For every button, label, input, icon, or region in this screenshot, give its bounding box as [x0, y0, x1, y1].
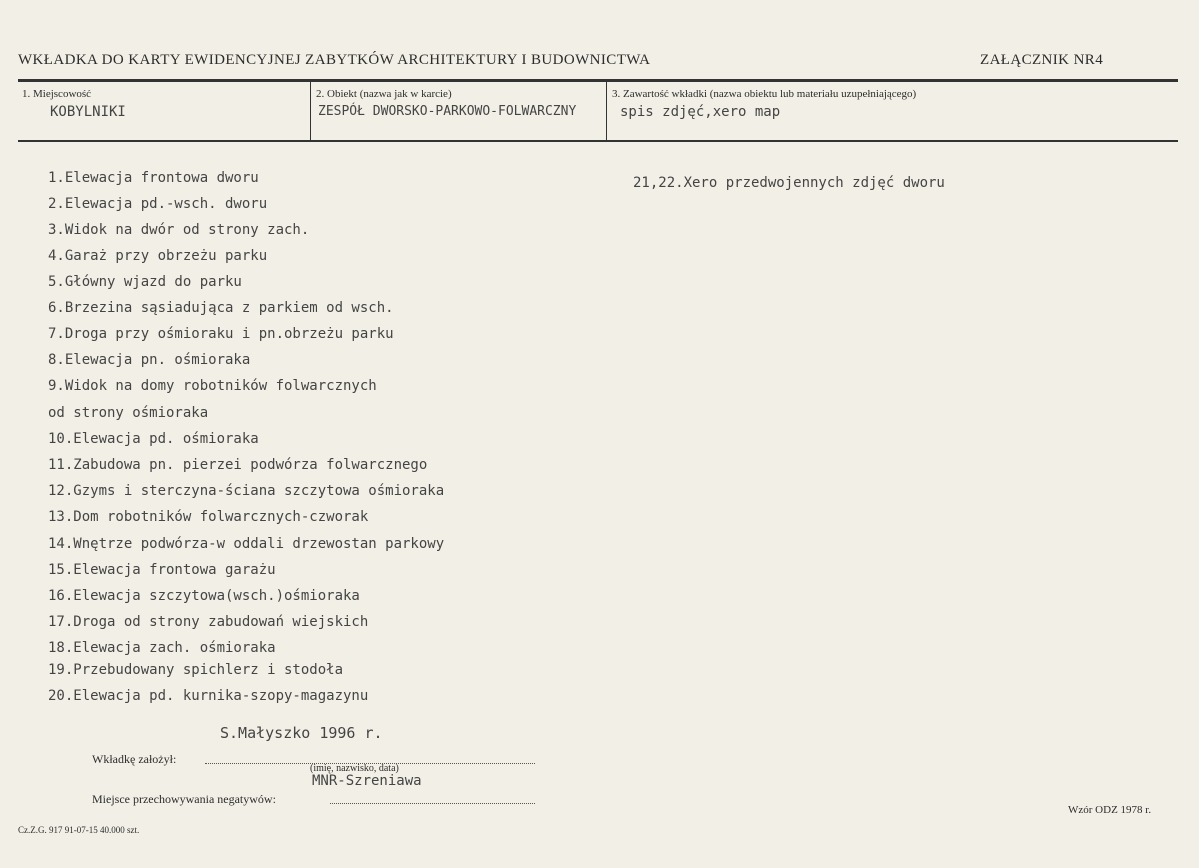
object-value: ZESPÓŁ DWORSKO-PARKOWO-FOLWARCZNY [318, 104, 577, 119]
list-item: 16.Elewacja szczytowa(wsch.)ośmioraka [48, 588, 360, 604]
field-divider-1 [310, 82, 311, 140]
list-item: 8.Elewacja pn. ośmioraka [48, 352, 251, 368]
list-item: 17.Droga od strony zabudowań wiejskich [48, 614, 369, 630]
list-item: 18.Elewacja zach. ośmioraka [48, 640, 276, 656]
list-item: 3.Widok na dwór od strony zach. [48, 222, 310, 238]
locality-label: 1. Miejscowość [22, 88, 92, 100]
list-item: 9.Widok na domy robotników folwarcznych [48, 378, 377, 394]
contents-value: spis zdjęć,xero map [620, 104, 781, 120]
form-pattern: Wzór ODZ 1978 r. [1068, 804, 1152, 816]
bottom-rule [18, 140, 1178, 142]
field-divider-2 [606, 82, 607, 140]
museum-name: MNR-Szreniawa [312, 773, 422, 789]
list-item: 7.Droga przy ośmioraku i pn.obrzeżu parku [48, 326, 394, 342]
form-title: WKŁADKA DO KARTY EWIDENCYJNEJ ZABYTKÓW ARCHITEKTURY I BUDOWNICTWA [18, 52, 651, 68]
founder-label: Wkładkę założył: [92, 752, 177, 766]
list-item: 15.Elewacja frontowa garażu [48, 562, 276, 578]
list-item: 10.Elewacja pd. ośmioraka [48, 431, 259, 447]
contents-label: 3. Zawartość wkładki (nazwa obiektu lub materiału uzupełniającego) [612, 88, 917, 100]
list-item: 5.Główny wjazd do parku [48, 274, 242, 290]
object-label: 2. Obiekt (nazwa jak w karcie) [316, 88, 452, 100]
list-item: 4.Garaż przy obrzeżu parku [48, 248, 268, 264]
signature: S.Małyszko 1996 r. [220, 724, 383, 742]
locality-value: KOBYLNIKI [50, 104, 126, 120]
top-rule [18, 79, 1178, 82]
list-item: od strony ośmioraka [48, 405, 209, 421]
list-item: 12.Gzyms i sterczyna-ściana szczytowa ośmioraka [48, 483, 445, 499]
list-item: 14.Wnętrze podwórza-w oddali drzewostan parkowy [48, 536, 445, 552]
list-item: 6.Brzezina sąsiadująca z parkiem od wsch. [48, 300, 394, 316]
list-item: 2.Elewacja pd.-wsch. dworu [48, 196, 268, 212]
list-item: 11.Zabudowa pn. pierzei podwórza folwarcznego [48, 457, 428, 473]
storage-label: Miejsce przechowywania negatywów: [92, 792, 276, 806]
xero-item: 21,22.Xero przedwojennych zdjęć dworu [633, 175, 945, 191]
attachment-number: ZAŁĄCZNIK NR4 [980, 52, 1104, 68]
print-info: Cz.Z.G. 917 91-07-15 40.000 szt. [18, 825, 140, 835]
list-item: 19.Przebudowany spichlerz i stodoła [48, 662, 344, 678]
storage-dotted-line [330, 802, 535, 804]
founder-hint: (imię, nazwisko, data) [310, 763, 399, 774]
list-item: 13.Dom robotników folwarcznych-czworak [48, 509, 369, 525]
list-item: 1.Elewacja frontowa dworu [48, 170, 259, 186]
list-item: 20.Elewacja pd. kurnika-szopy-magazynu [48, 688, 369, 704]
